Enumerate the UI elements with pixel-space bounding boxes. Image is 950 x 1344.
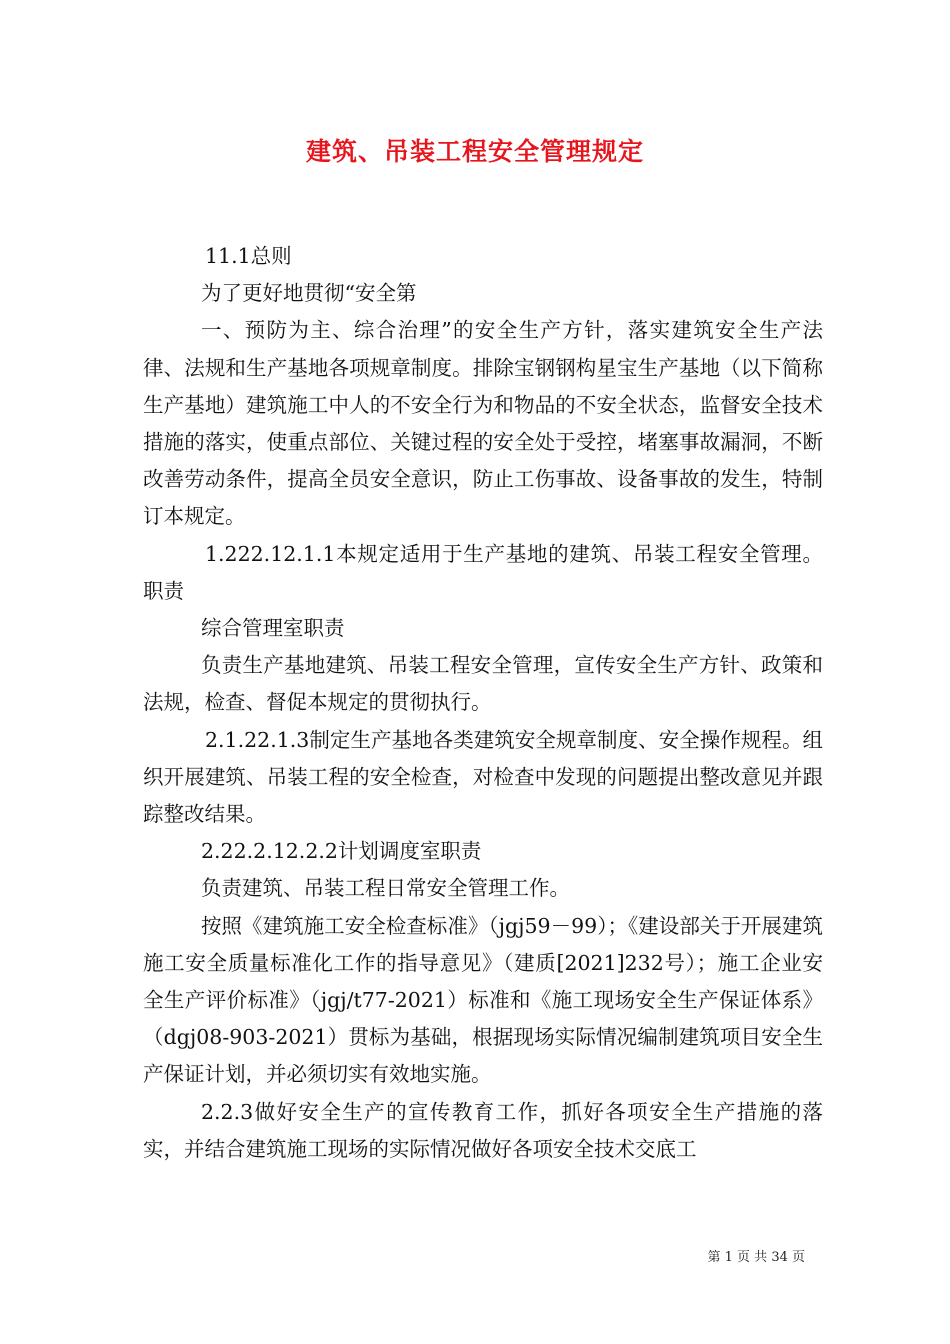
page-number-footer: 第 1 页 共 34 页 <box>707 1250 805 1265</box>
paragraph-6: 负责生产基地建筑、吊装工程安全管理，宣传安全生产方针、政策和法规，检查、督促本规定的贯彻执行。 <box>143 653 823 715</box>
paragraph-1: 11.1总则 <box>205 244 292 268</box>
paragraph-9: 负责建筑、吊装工程日常安全管理工作。 <box>201 876 570 901</box>
paragraph-10: 按照《建筑施工安全检查标准》（jgj59－99）；《建设部关于开展建筑施工安全质量标准化工作的指导意见》（建质[2021]232号）；施工企业安全生产评价标准》（jgj/t77-2021）标准和《施工现场安全生产保证体系》（dgj08-903-2021）贯标为基础，根据现场实际情况编制建筑项目安全生产保证计划，并必须切实有效地实施。 <box>143 913 823 1087</box>
paragraph-5: 综合管理室职责 <box>201 616 345 641</box>
document-body <box>143 238 823 1168</box>
paragraph-3: 一、预防为主、综合治理”的安全生产方针，落实建筑安全生产法律、法规和生产基地各项规章制度。排除宝钢钢构星宝生产基地（以下简称生产基地）建筑施工中人的不安全行为和物品的不安全状态，监督安全技术措施的落实，使重点部位、关键过程的安全处于受控，堵塞事故漏洞，不断改善劳动条件，提高全员安全意识，防止工伤事故、设备事故的发生，特制订本规定。 <box>143 318 823 529</box>
paragraph-4: 1.222.12.1.1本规定适用于生产基地的建筑、吊装工程安全管理。职责 <box>143 541 823 603</box>
document-title: 建筑、吊装工程安全管理规定 <box>305 137 644 166</box>
paragraph-2: 为了更好地贯彻“安全第 <box>201 281 417 306</box>
paragraph-8: 2.22.2.12.2.2计划调度室职责 <box>201 839 482 864</box>
paragraph-7: 2.1.22.1.3制定生产基地各类建筑安全规章制度、安全操作规程。组织开展建筑、吊装工程的安全检查，对检查中发现的问题提出整改意见并跟踪整改结果。 <box>143 727 823 827</box>
paragraph-11: 2.2.3做好安全生产的宣传教育工作，抓好各项安全生产措施的落实，并结合建筑施工现场的实际情况做好各项安全技术交底工 <box>143 1099 823 1161</box>
